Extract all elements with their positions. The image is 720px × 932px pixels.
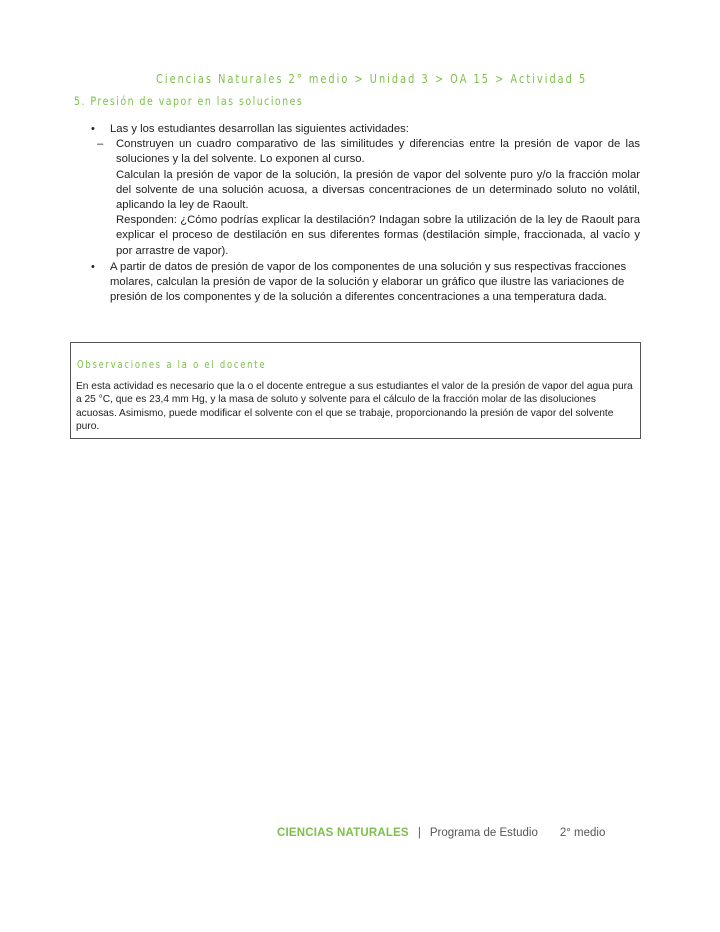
activity-bullet bbox=[90, 122, 640, 137]
bullet-icon: • bbox=[91, 260, 95, 273]
section-title: 5. Presión de vapor en las soluciones bbox=[74, 94, 304, 108]
footer-level: 2° medio bbox=[559, 827, 606, 839]
observations-title: Observaciones a la o el docente bbox=[77, 359, 267, 371]
sub-paragraph: Construyen un cuadro comparativo de las similitudes y diferencias entre la presión de vapor de las soluciones y la del solvente. Lo exponen al curso. bbox=[116, 138, 640, 166]
activity-sub-item bbox=[90, 137, 640, 259]
activities-list bbox=[90, 122, 640, 305]
observations-box bbox=[70, 342, 641, 439]
observations-text: En esta actividad es necesario que la o el docente entregue a sus estudiantes el valor de la presión de vapor del agua pura a 25 °C, que es 23,4 mm Hg, y la masa de soluto y solvente para el cálculo de la fracción molar de las disoluciones acuosas. Asimismo, puede modificar el solvente con el que se trabaje, proporcionando la presión de vapor del solvente puro. bbox=[76, 381, 633, 433]
footer-subject: CIENCIAS NATURALES bbox=[277, 827, 409, 839]
footer-program: Programa de Estudio bbox=[429, 827, 538, 839]
page-footer bbox=[277, 827, 605, 839]
sub-paragraph: Calculan la presión de vapor de la solución, la presión de vapor del solvente puro y/o la fracción molar del solvente de una solución acuosa, a diversas concentraciones de un determinado soluto no volátil, aplicando la ley de Raoult. bbox=[116, 168, 640, 212]
activity-bullet bbox=[90, 260, 640, 306]
bullet-icon: • bbox=[91, 123, 95, 135]
activity-text: A partir de datos de presión de vapor de los componentes de una solución y sus respectivas fracciones molares, calculan la presión de vapor de la solución y elaborar un gráfico que ilustre las variaciones de presión de los componentes y de la solución a diferentes concentraciones a una temperatura dada. bbox=[110, 260, 627, 304]
sub-paragraph: Responden: ¿Cómo podrías explicar la destilación? Indagan sobre la utilización de la ley de Raoult para explicar el proceso de destilación en sus diferentes formas (destilación simple, fraccionada, al vacío y por arrastre de vapor). bbox=[116, 214, 640, 257]
activity-intro: Las y los estudiantes desarrollan las siguientes actividades: bbox=[110, 123, 409, 135]
breadcrumb: Ciencias Naturales 2° medio > Unidad 3 > OA 15 > Actividad 5 bbox=[156, 71, 588, 86]
footer-separator: | bbox=[417, 827, 421, 839]
dash-icon: – bbox=[97, 138, 104, 151]
